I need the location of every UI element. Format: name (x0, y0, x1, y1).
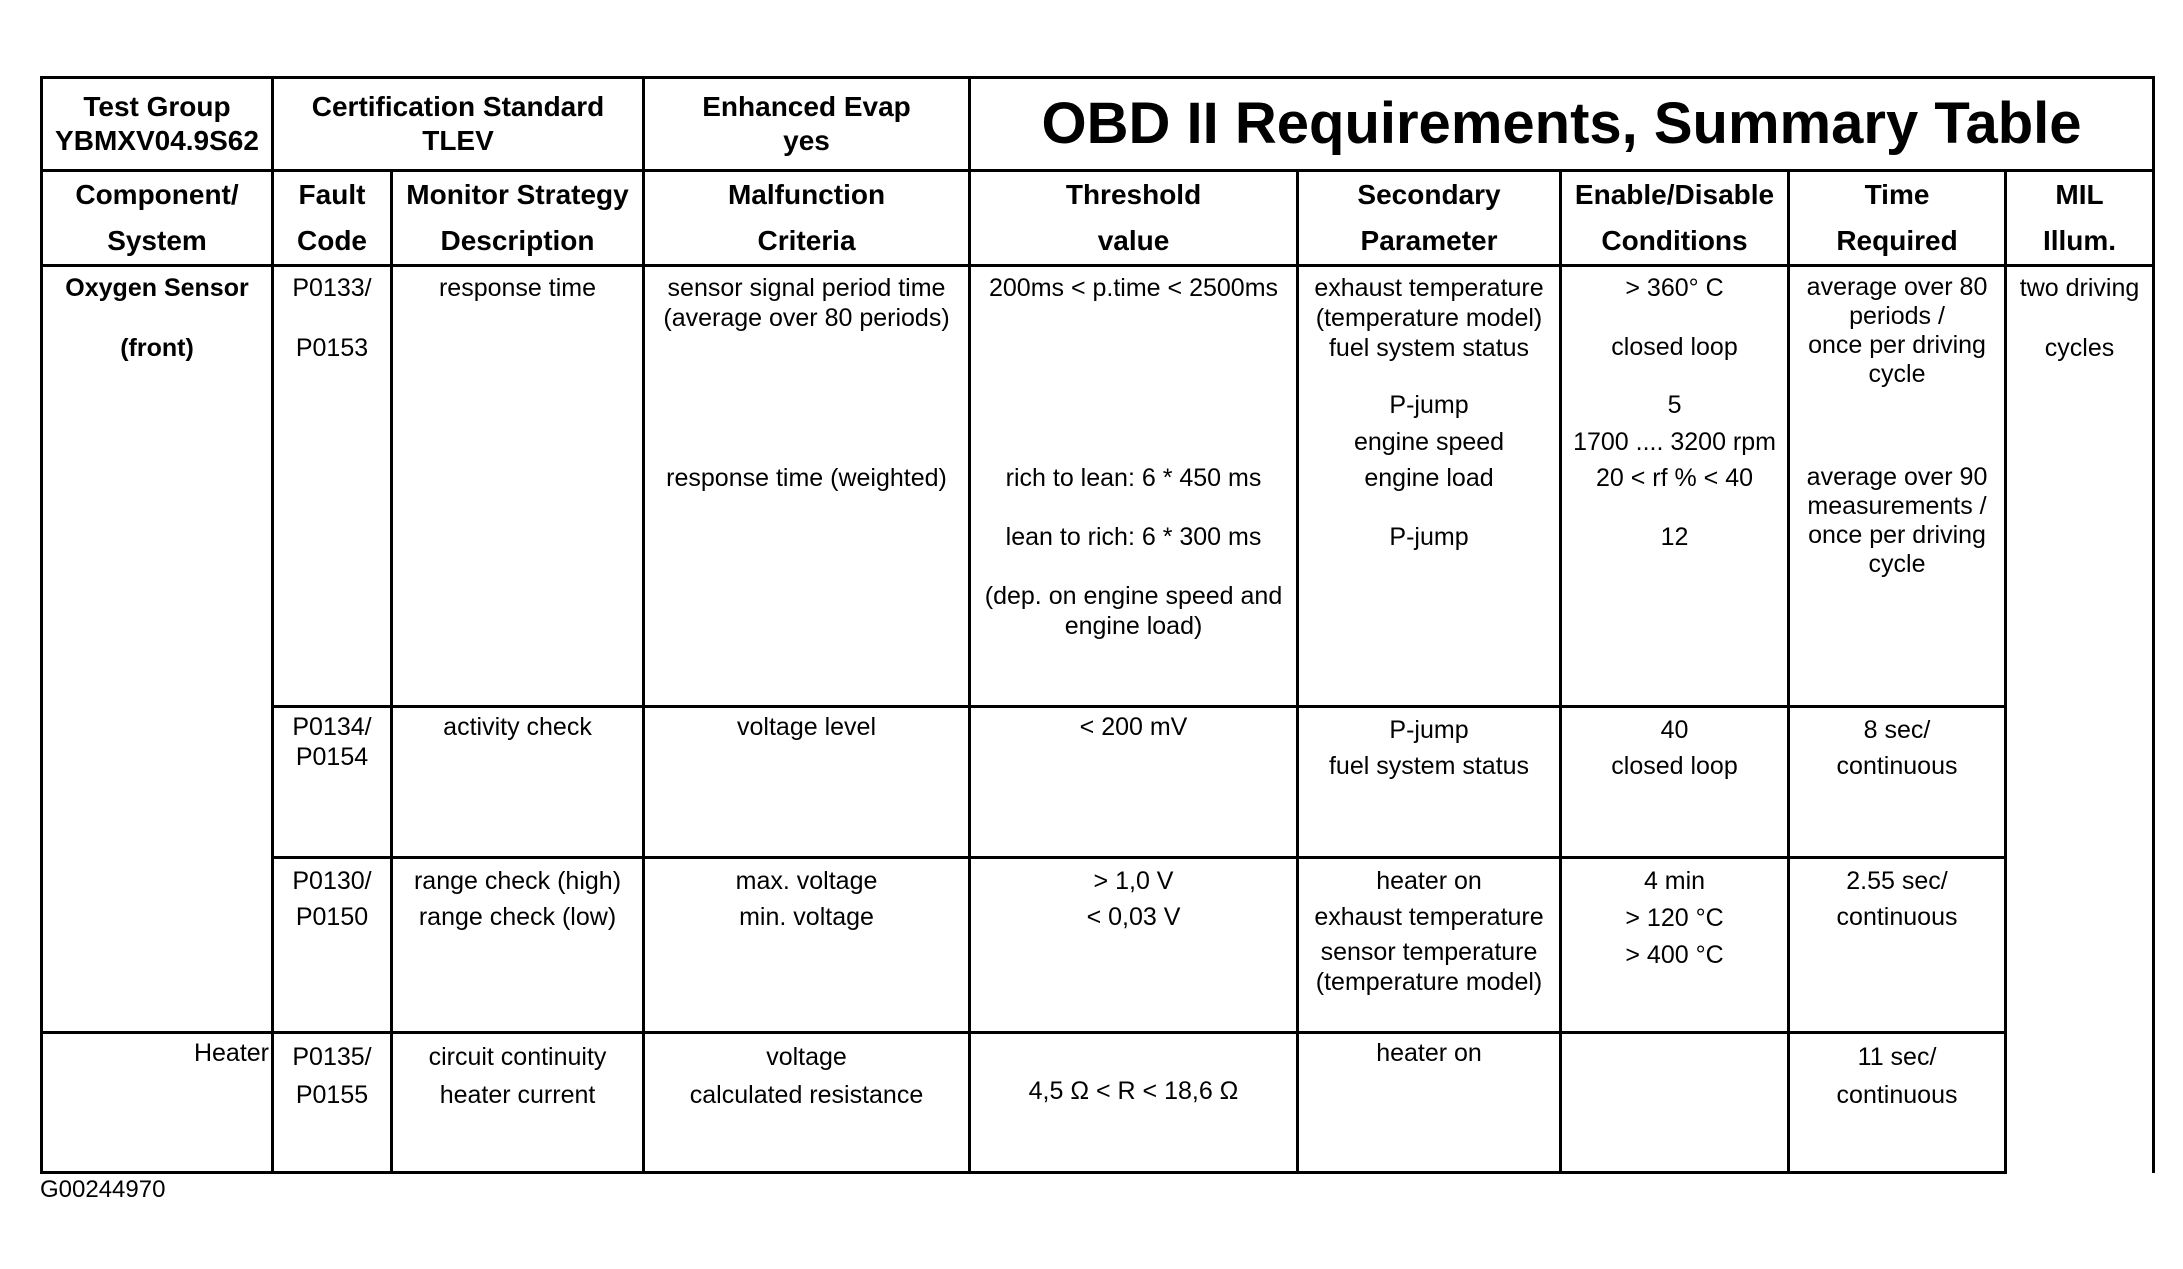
col-header-malfunction-criteria: Malfunction Criteria (644, 171, 970, 266)
col-header-monitor-strategy: Monitor Strategy Description (392, 171, 644, 266)
col-header-mil: MIL Illum. (2006, 171, 2154, 266)
component-oxygen-sensor: Oxygen Sensor (front) (42, 266, 273, 1033)
enable-cell (1561, 1033, 1789, 1173)
fault-code-cell: P0135/ P0155 (273, 1033, 392, 1173)
certification-cell (273, 78, 644, 171)
enhanced-evap-value: yes (783, 125, 830, 156)
fault-code-cell: P0133/ P0153 (273, 266, 392, 707)
time-cell: 8 sec/ continuous (1789, 707, 2006, 858)
figure-id: G00244970 (40, 1176, 166, 1203)
certification-value: TLEV (422, 125, 494, 156)
threshold-cell: 4,5 Ω < R < 18,6 Ω (970, 1033, 1298, 1173)
table-row (42, 266, 2154, 707)
col-header-time: Time Required (1789, 171, 2006, 266)
secondary-cell: exhaust temperature (temperature model) fuel system status P-jump engine speed engine load P-jump (1298, 266, 1561, 707)
test-group-cell (42, 78, 273, 171)
certification-label: Certification Standard (311, 91, 605, 122)
threshold-cell: < 200 mV (970, 707, 1298, 858)
criteria-cell: sensor signal period time (average over 80 periods) response time (weighted) (644, 266, 970, 707)
secondary-cell: heater on exhaust temperature sensor temperature (temperature model) (1298, 858, 1561, 1033)
fault-code-cell: P0134/ P0154 (273, 707, 392, 858)
strategy-cell: circuit continuity heater current (392, 1033, 644, 1173)
table-row (42, 858, 2154, 1033)
enhanced-evap-cell (644, 78, 970, 171)
secondary-cell: heater on (1298, 1033, 1561, 1173)
col-header-threshold: Threshold value (970, 171, 1298, 266)
threshold-cell: > 1,0 V < 0,03 V (970, 858, 1298, 1033)
strategy-cell: range check (high) range check (low) (392, 858, 644, 1033)
strategy-cell: activity check (392, 707, 644, 858)
table-title: OBD II Requirements, Summary Table (970, 78, 2154, 171)
col-header-enable-disable: Enable/Disable Conditions (1561, 171, 1789, 266)
threshold-cell: 200ms < p.time < 2500ms rich to lean: 6 * 450 ms lean to rich: 6 * 300 ms (dep. on engine speed and engine load) (970, 266, 1298, 707)
obd-requirements-table (40, 76, 2155, 1174)
enhanced-evap-label: Enhanced Evap (702, 91, 911, 122)
col-header-fault-code: Fault Code (273, 171, 392, 266)
enable-cell: 4 min > 120 °C > 400 °C (1561, 858, 1789, 1033)
test-group-value: YBMXV04.9S62 (55, 125, 259, 156)
criteria-cell: voltage calculated resistance (644, 1033, 970, 1173)
secondary-cell: P-jump fuel system status (1298, 707, 1561, 858)
col-header-component: Component/ System (42, 171, 273, 266)
enable-cell: 40 closed loop (1561, 707, 1789, 858)
time-cell: average over 80 periods / once per driving cycle average over 90 measurements / once per driving cycle (1789, 266, 2006, 707)
time-cell: 2.55 sec/ continuous (1789, 858, 2006, 1033)
enable-cell: > 360° C closed loop 5 1700 .... 3200 rpm 20 < rf % < 40 12 (1561, 266, 1789, 707)
table-row (42, 1033, 2154, 1173)
time-cell: 11 sec/ continuous (1789, 1033, 2006, 1173)
column-header-row (42, 171, 2154, 266)
strategy-cell: response time (392, 266, 644, 707)
col-header-secondary: Secondary Parameter (1298, 171, 1561, 266)
obd-summary-document (40, 76, 2152, 1174)
test-group-label: Test Group (83, 91, 231, 122)
mil-cell: two driving cycles (2006, 266, 2154, 1173)
table-row (42, 707, 2154, 858)
criteria-cell: max. voltage min. voltage (644, 858, 970, 1033)
component-heater: Heater (42, 1033, 273, 1173)
header-row-top (42, 78, 2154, 171)
fault-code-cell: P0130/ P0150 (273, 858, 392, 1033)
criteria-cell: voltage level (644, 707, 970, 858)
